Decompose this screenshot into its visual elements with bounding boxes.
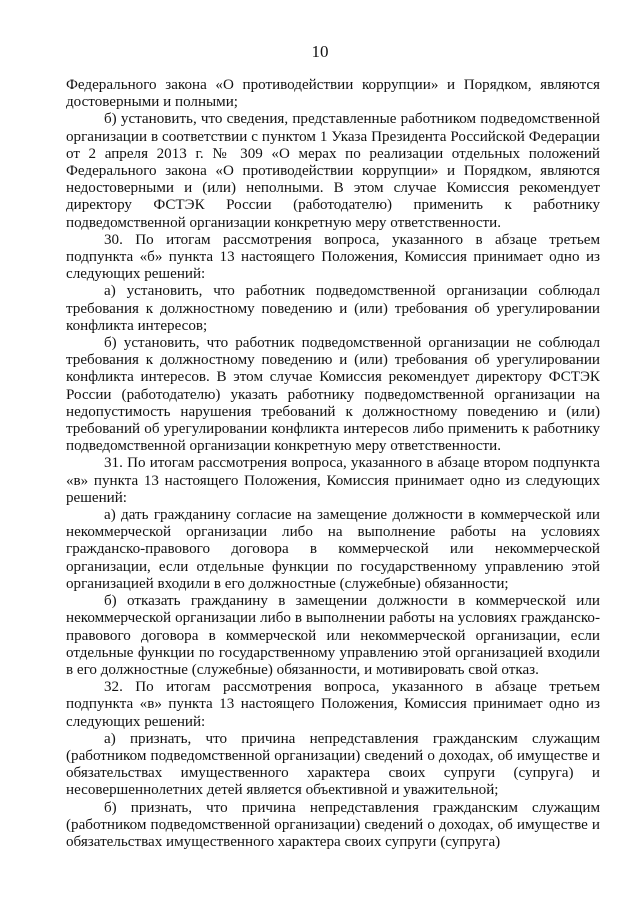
paragraph: Федерального закона «О противодействии коррупции» и Порядком, являются достоверными и полными; [66,77,600,111]
paragraph: а) дать гражданину согласие на замещение должности в коммерческой или некоммерческой организации либо на выполнение работы на условиях гражданско-правового договора в коммерческой или некоммерческой организации, если отдельные функции по государственному управлению этой организацией входили в его должностные (служебные) обязанности; [66,507,600,592]
document-body [66,77,600,851]
paragraph: 32. По итогам рассмотрения вопроса, указанного в абзаце третьем подпункта «в» пункта 13 настоящего Положения, Комиссия принимает одно из следующих решений: [66,679,600,730]
paragraph: б) установить, что работник подведомственной организации не соблюдал требования к должностному поведению и (или) требования об урегулировании конфликта интересов. В этом случае Комиссия рекомендует директору ФСТЭК России (работодателю) указать работнику подведомственной организации на недопустимость нарушения требований к должностному поведению и (или) требований об урегулировании конфликта интересов либо применить к работнику подведомственной организации конкретную меру ответственности. [66,335,600,455]
paragraph: б) признать, что причина непредставления гражданским служащим (работником подведомственной организации) сведений о доходах, об имуществе и обязательствах имущественного характера своих супруги (супруга) [66,799,600,850]
page-number: 10 [311,42,329,61]
paragraph: б) отказать гражданину в замещении должности в коммерческой или некоммерческой организации либо в выполнении работы на условиях гражданско-правового договора в коммерческой или некоммерческой организации, если отдельные функции по государственному управлению этой организацией входили в его должностные (служебные) обязанности, и мотивировать свой отказ. [66,593,600,678]
paragraph: 30. По итогам рассмотрения вопроса, указанного в абзаце третьем подпункта «б» пункта 13 настоящего Положения, Комиссия принимает одно из следующих решений: [66,231,600,283]
paragraph: а) признать, что причина непредставления гражданским служащим (работником подведомственной организации) сведений о доходах, об имуществе и обязательствах имущественного характера своих супруги (супруга) и несовершеннолетних детей является объективной и уважительной; [66,730,600,799]
paragraph: б) установить, что сведения, представленные работником подведомственной организации в соответствии с пунктом 1 Указа Президента Российской Федерации от 2 апреля 2013 г. № 309 «О мерах по реализации отдельных положений Федерального закона «О противодействии коррупции» и Порядком, являются недостоверными и (или) неполными. В этом случае Комиссия рекомендует директору ФСТЭК России (работодателю) применить к работнику подведомственной организации конкретную меру ответственности. [66,111,600,231]
paragraph: 31. По итогам рассмотрения вопроса, указанного в абзаце втором подпункта «в» пункта 13 настоящего Положения, Комиссия принимает одно из следующих решений: [66,455,600,506]
paragraph: а) установить, что работник подведомственной организации соблюдал требования к должностному поведению и (или) требования об урегулировании конфликта интересов; [66,283,600,334]
